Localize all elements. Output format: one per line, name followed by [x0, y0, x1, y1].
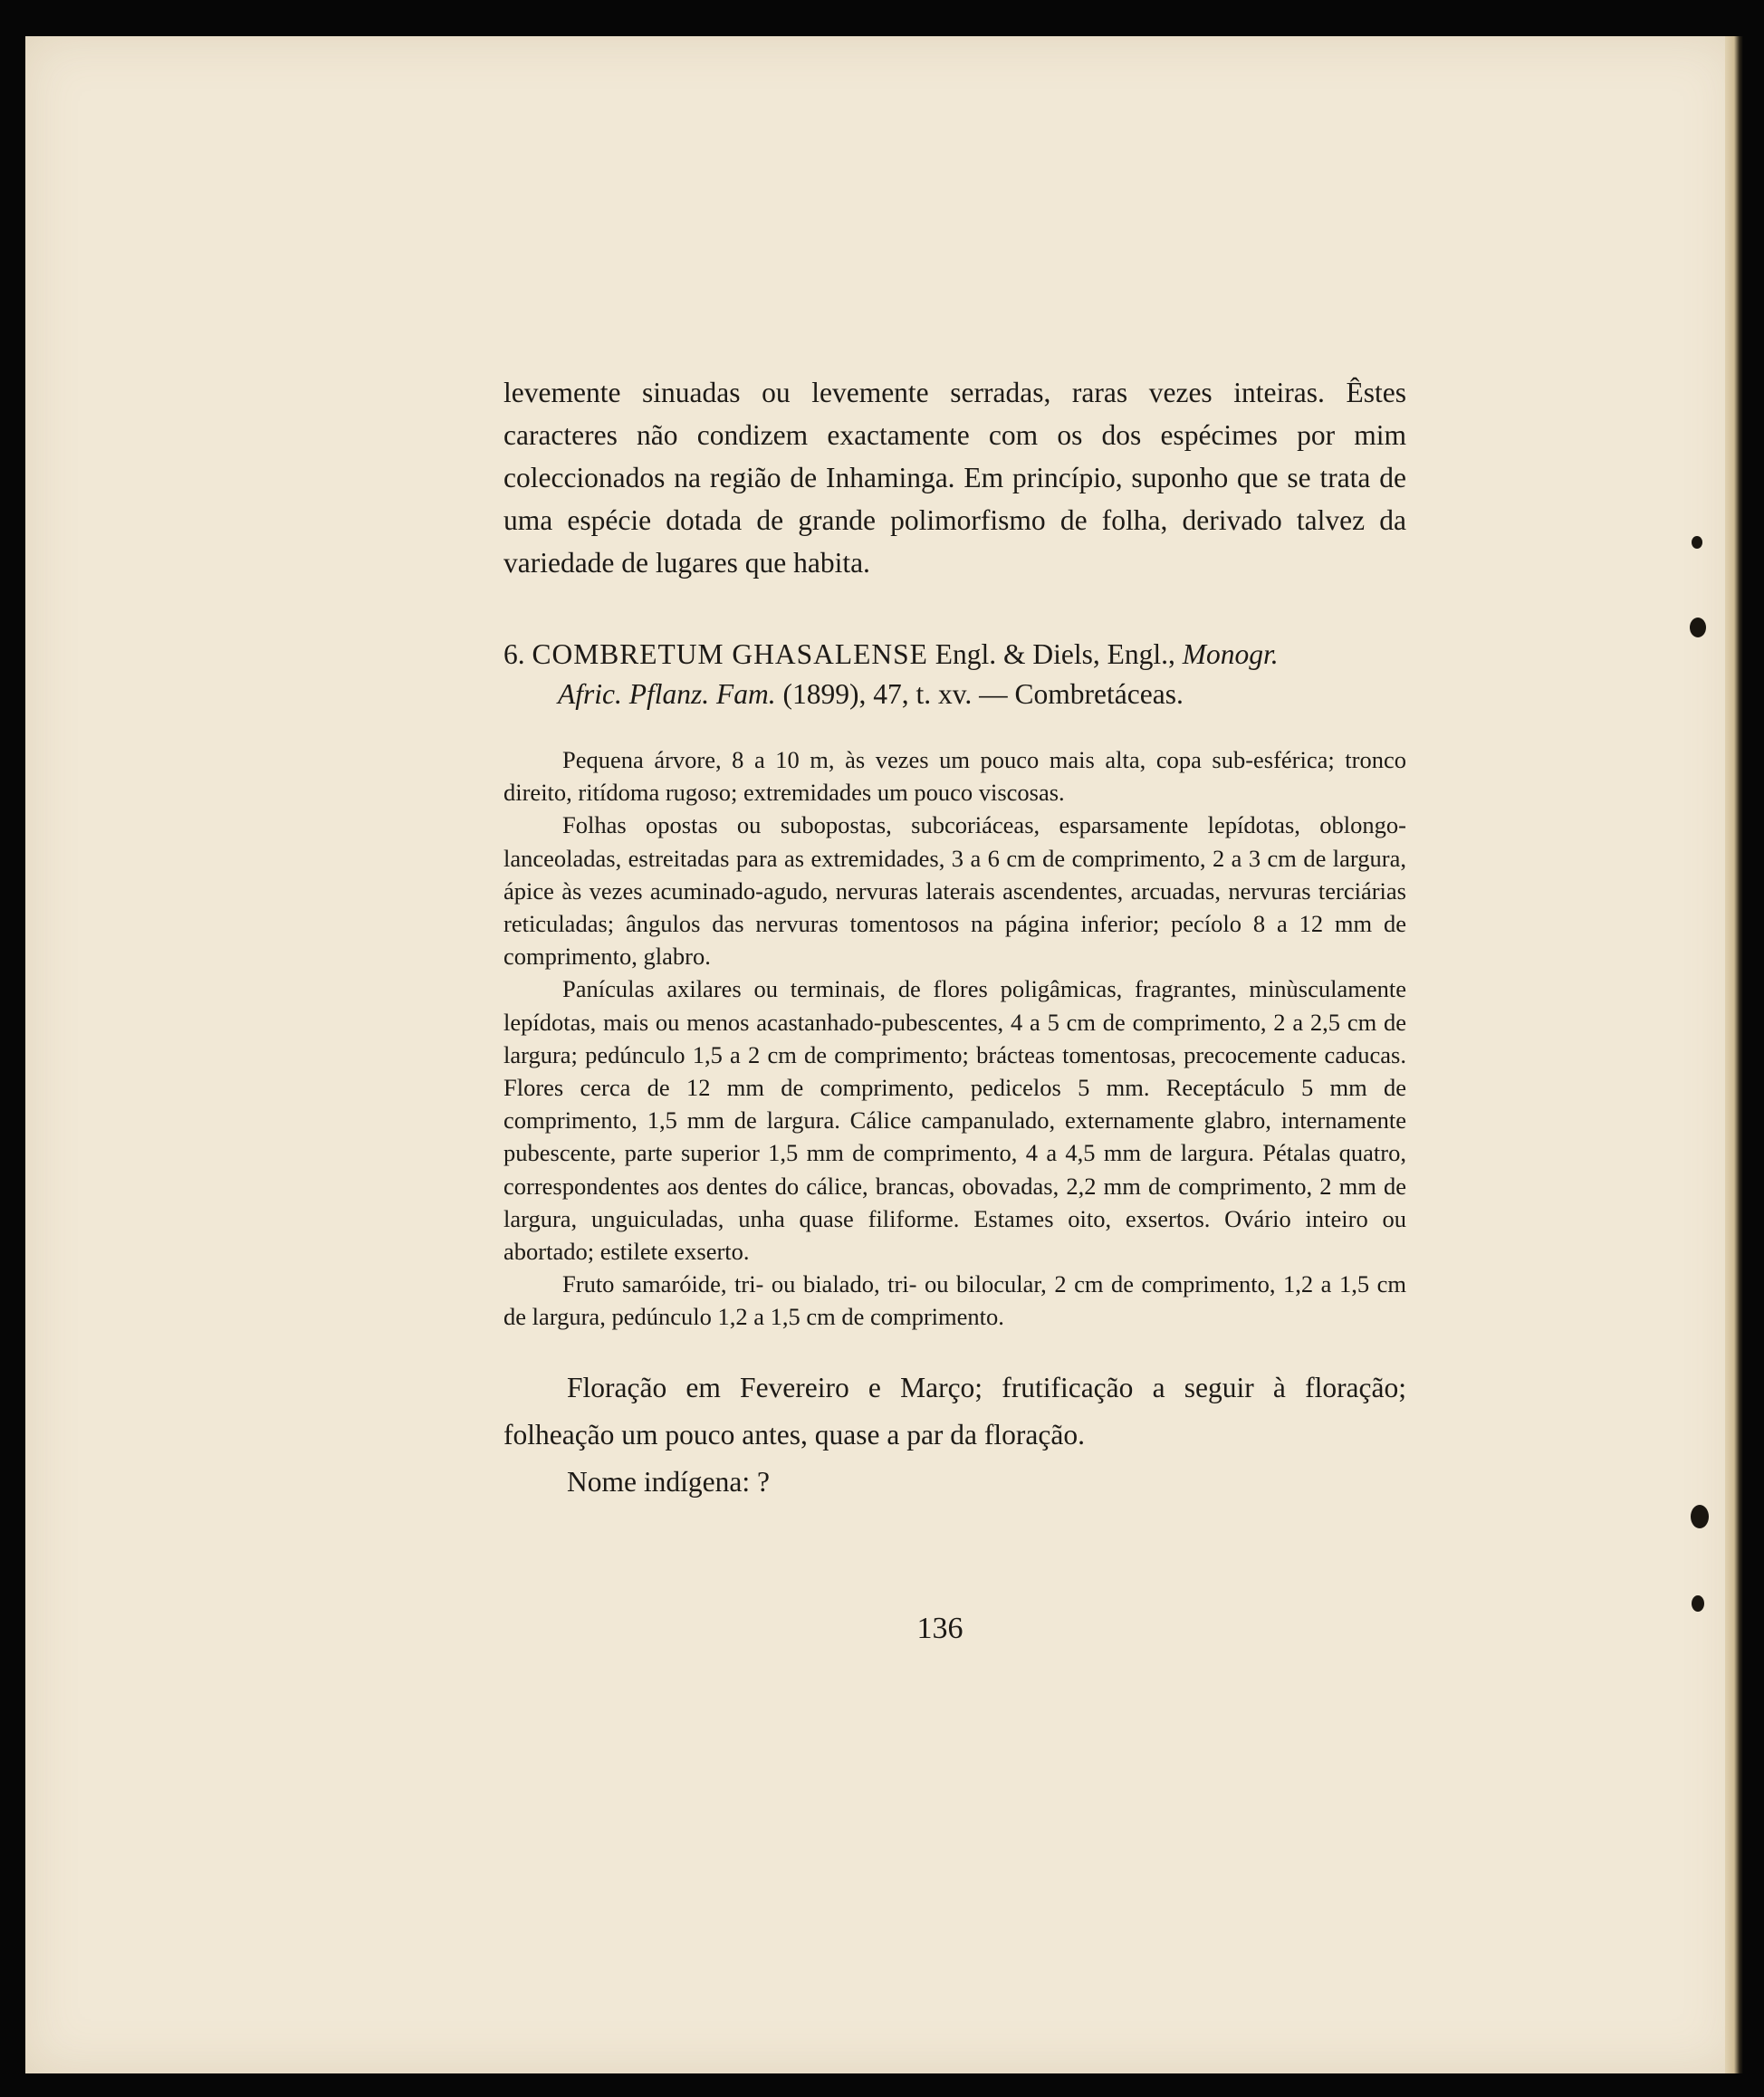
description-paragraph: Fruto samaróide, tri- ou bialado, tri- ou bilocular, 2 cm de comprimento, 1,2 a 1,5 cm de largura, pedúnculo 1,2 a 1,5 cm de comprimento.	[503, 1270, 1406, 1331]
species-heading	[503, 635, 1406, 714]
work-title-part-2: Afric. Pflanz. Fam.	[558, 678, 776, 710]
indigenous-name-paragraph: Nome indígena: ?	[567, 1465, 770, 1498]
binding-mark	[1691, 1505, 1709, 1528]
description-paragraph: Pequena árvore, 8 a 10 m, às vezes um pouco mais alta, copa sub-esférica; tronco direito, ritídoma rugoso; extremidades um pouco viscosas.	[503, 746, 1406, 807]
intro-paragraph: levemente sinuadas ou levemente serradas, raras vezes inteiras. Êstes caracteres não condizem exactamente com os dos espécimes por mim coleccionados na região de Inhaminga. Em princípio, suponho que se trata de uma espécie dotada de grande polimorfismo de folha, derivado talvez da variedade de lugares que habita.	[503, 377, 1406, 579]
binding-mark	[1690, 618, 1706, 637]
species-name: COMBRETUM GHASALENSE	[532, 638, 928, 670]
page-number: 136	[916, 1612, 963, 1645]
species-number: 6.	[503, 638, 525, 670]
binding-mark	[1692, 1595, 1704, 1612]
work-title-part-1: Monogr.	[1182, 638, 1279, 670]
species-authors: Engl. & Diels, Engl.,	[935, 638, 1175, 670]
description-paragraph: Folhas opostas ou subopostas, subcoriáceas, esparsamente lepídotas, oblongo-lanceoladas, estreitadas para as extremidades, 3 a 6 cm de comprimento, 2 a 3 cm de largura, ápice às vezes acuminado-agudo, nervuras laterais ascendentes, arcuadas, nervuras terciárias reticuladas; ângulos das nervuras tomentosos na página inferior; pecíolo 8 a 12 mm de comprimento, glabro.	[503, 811, 1406, 971]
text-block	[503, 371, 1406, 1506]
description-paragraph: Panículas axilares ou terminais, de flores poligâmicas, fragrantes, minùsculamente lepídotas, mais ou menos acastanhado-pubescentes, 4 a 5 cm de comprimento, 2 a 2,5 cm de largura; pedúnculo 1,5 a 2 cm de comprimento; brácteas tomentosas, precocemente caducas. Flores cerca de 12 mm de comprimento, pedicelos 5 mm. Receptáculo 5 mm de comprimento, 1,5 mm de largura. Cálice campanulado, externamente glabro, internamente pubescente, parte superior 1,5 mm de comprimento, 4 a 4,5 mm de largura. Pétalas quatro, correspondentes aos dentes do cálice, brancas, obovadas, 2,2 mm de comprimento, 2 mm de largura, unguiculadas, unha quase filiforme. Estames oito, exsertos. Ovário inteiro ou abortado; estilete exserto.	[503, 975, 1406, 1266]
phenology-paragraph: Floração em Fevereiro e Março; frutificação a seguir à floração; folheação um pouco antes, quase a par da floração.	[503, 1371, 1406, 1451]
page-edge	[1725, 36, 1743, 2073]
binding-mark	[1692, 536, 1702, 549]
heading-line-2	[503, 675, 1406, 714]
document-page	[25, 36, 1737, 2073]
species-citation: (1899), 47, t. xv. — Combretáceas.	[782, 678, 1184, 710]
closing-block	[503, 1364, 1406, 1506]
description-block	[503, 743, 1406, 1334]
